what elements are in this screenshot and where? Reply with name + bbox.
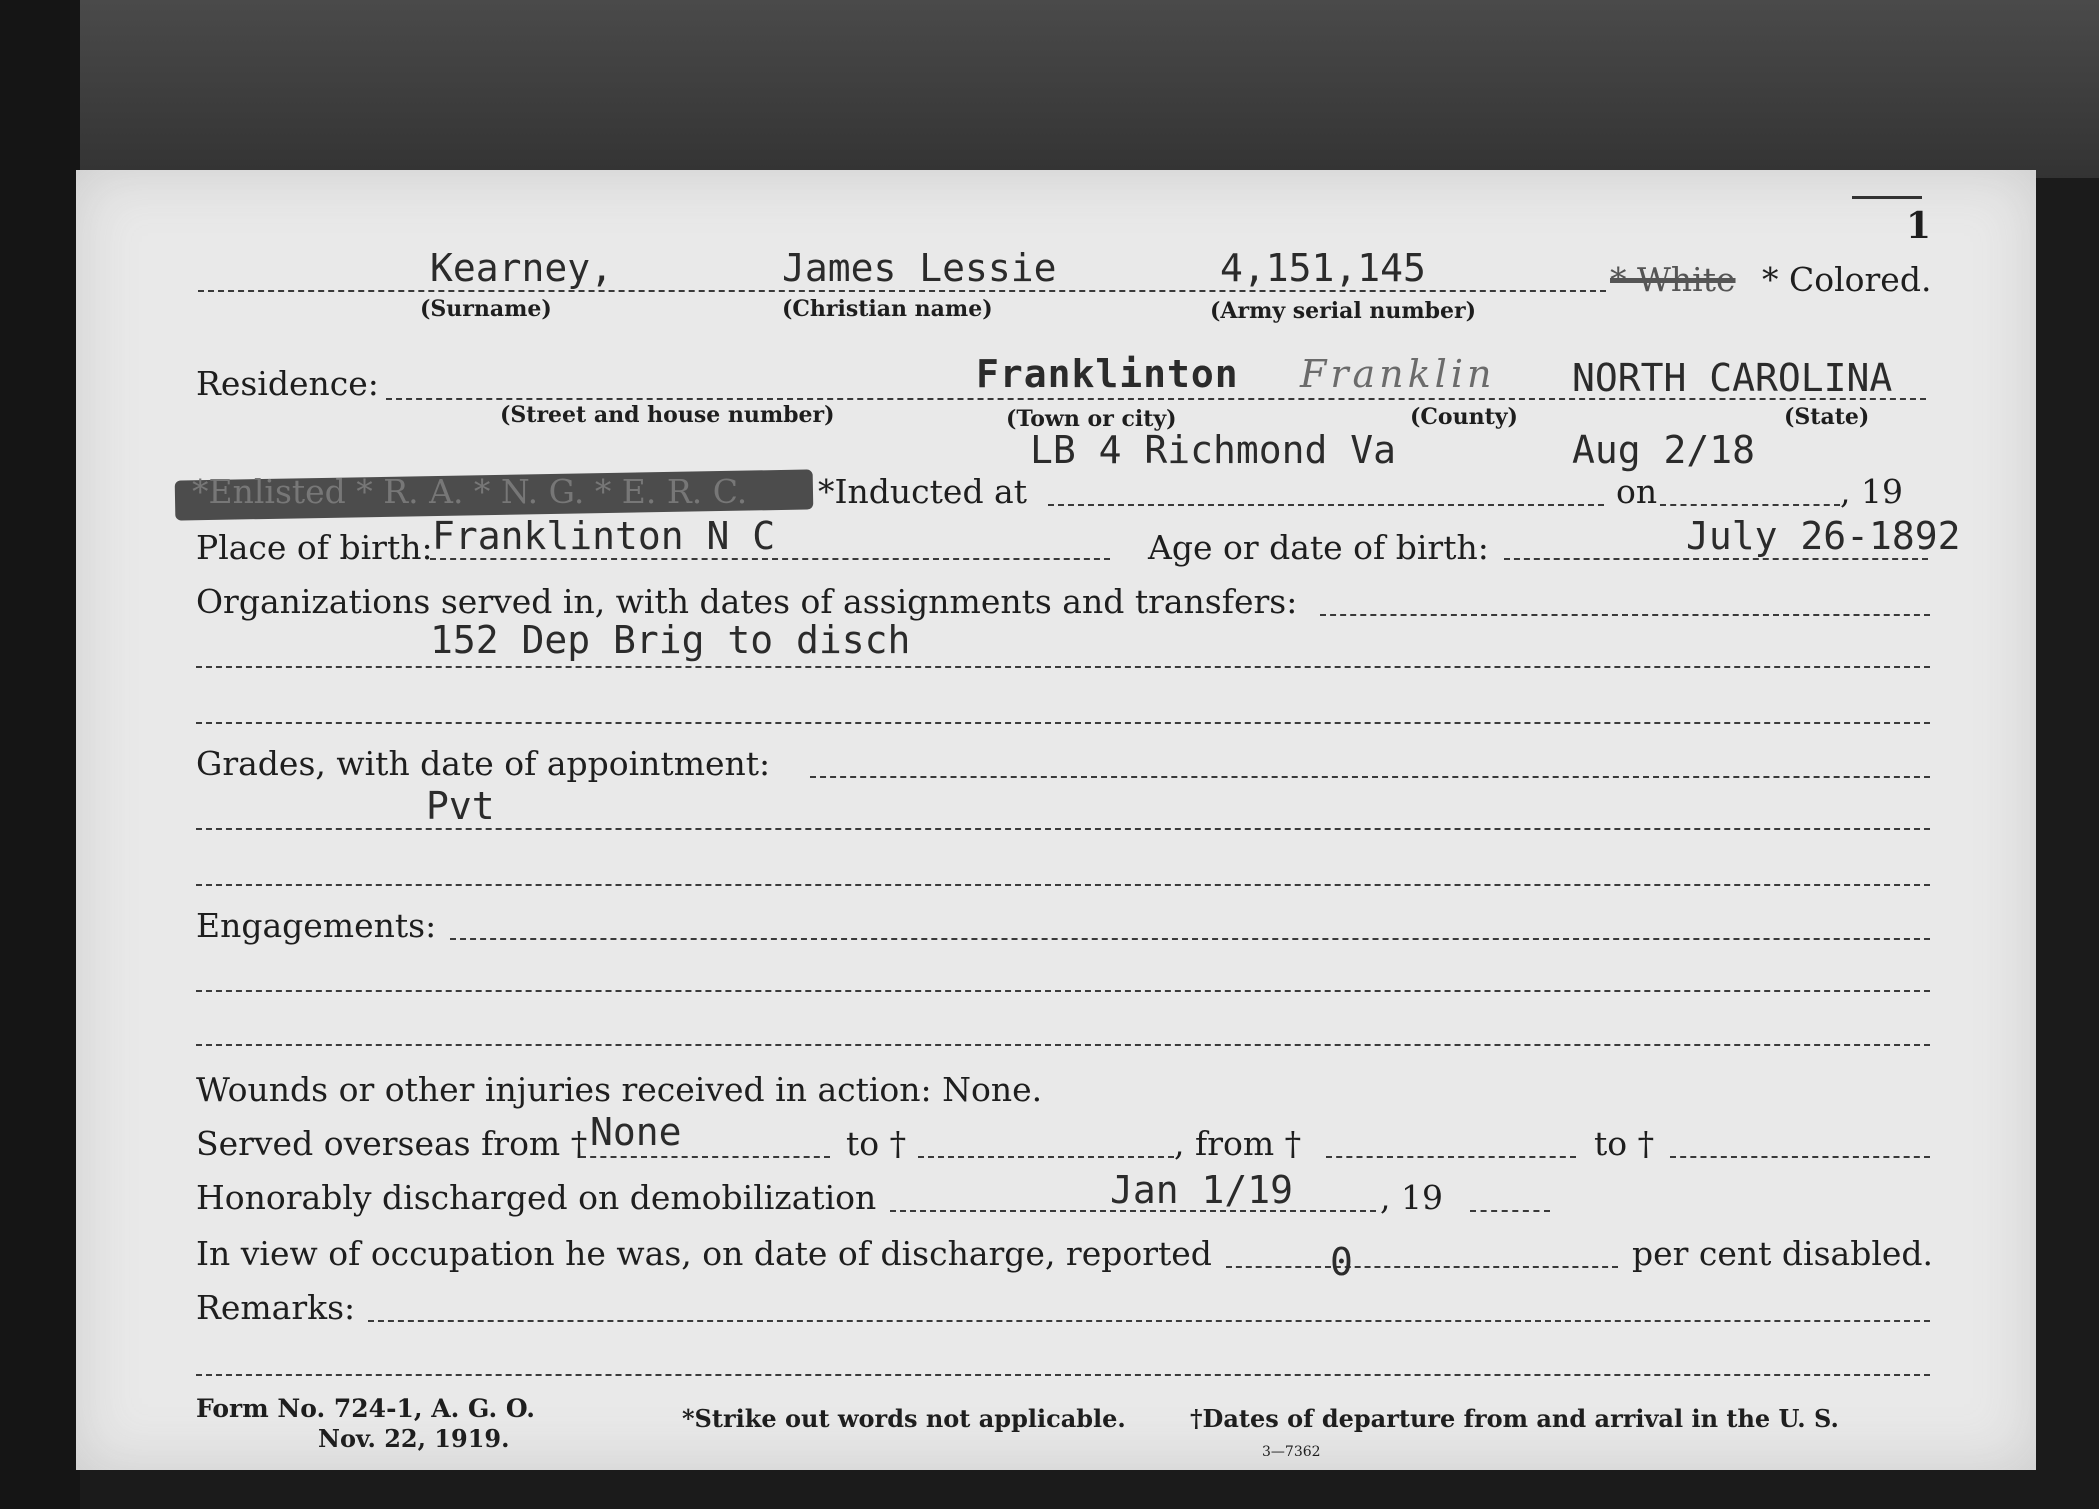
inducted-label: *Inducted at — [818, 472, 1027, 511]
birth-date-label: Age or date of birth: — [1148, 528, 1489, 567]
residence-county-value: Franklin — [1300, 352, 1496, 396]
engagements-line-3 — [196, 1044, 1930, 1046]
overseas-to-label-2: to † — [1594, 1124, 1655, 1163]
grades-line-3 — [196, 884, 1930, 886]
disability-line — [1226, 1266, 1618, 1268]
enlisted-options: *Enlisted * R. A. * N. G. * E. R. C. — [192, 472, 748, 511]
grades-label: Grades, with date of appointment: — [196, 744, 771, 783]
street-caption: (Street and house number) — [500, 402, 835, 428]
inducted-line — [1048, 504, 1604, 506]
grades-line-1 — [810, 776, 1930, 778]
serial-number-value: 4,151,145 — [1220, 246, 1426, 290]
overseas-from-label: , from † — [1174, 1124, 1302, 1163]
birth-date-line — [1504, 558, 1928, 560]
disability-label: In view of occupation he was, on date of discharge, reported — [196, 1234, 1212, 1273]
christian-name-caption: (Christian name) — [782, 296, 993, 322]
town-caption: (Town or city) — [1006, 406, 1177, 432]
inducted-on-label: on — [1616, 472, 1658, 511]
engagements-label: Engagements: — [196, 906, 437, 945]
disability-suffix: per cent disabled. — [1632, 1234, 1934, 1273]
discharge-year: , 19 — [1380, 1178, 1443, 1217]
footnote-strike: *Strike out words not applicable. — [682, 1404, 1126, 1433]
overseas-line-3 — [1326, 1156, 1576, 1158]
wounds-label: Wounds or other injuries received in action: None. — [196, 1070, 1043, 1109]
engagements-line-2 — [196, 990, 1930, 992]
inducted-date-line — [1660, 504, 1840, 506]
remarks-line-1 — [368, 1320, 1930, 1322]
organizations-line-3 — [196, 722, 1930, 724]
organizations-line-1 — [1320, 614, 1930, 616]
organizations-line-2 — [196, 666, 1930, 668]
background-left — [0, 0, 80, 1509]
birth-place-line — [430, 558, 1110, 560]
race-white-option: * White — [1610, 260, 1736, 299]
grades-value: Pvt — [426, 784, 495, 828]
discharge-year-line — [1470, 1210, 1550, 1212]
christian-name-value: James Lessie — [782, 246, 1057, 290]
overseas-to-label-1: to † — [846, 1124, 907, 1163]
serial-number-caption: (Army serial number) — [1210, 298, 1477, 324]
background-top — [0, 0, 2099, 178]
state-caption: (State) — [1784, 404, 1870, 430]
race-colored-option: * Colored. — [1762, 260, 1932, 299]
birth-place-value: Franklinton N C — [432, 514, 776, 558]
overseas-line-2 — [918, 1156, 1174, 1158]
remarks-line-2 — [196, 1374, 1930, 1376]
form-date: Nov. 22, 1919. — [318, 1424, 510, 1453]
grades-line-2 — [196, 828, 1930, 830]
print-code: 3—7362 — [1262, 1444, 1321, 1460]
surname-value: Kearney, — [430, 246, 614, 290]
card-number: 1 — [1906, 205, 1932, 247]
footnote-dates: †Dates of departure from and arrival in the U. S. — [1190, 1404, 1839, 1433]
residence-town-value: Franklinton — [976, 352, 1239, 396]
residence-label: Residence: — [196, 364, 379, 403]
corner-rule — [1852, 196, 1922, 199]
disability-value: 0 — [1330, 1240, 1353, 1284]
remarks-label: Remarks: — [196, 1288, 356, 1327]
organizations-value: 152 Dep Brig to disch — [430, 618, 911, 662]
county-caption: (County) — [1410, 404, 1518, 430]
birth-date-value: July 26-1892 — [1686, 514, 1961, 558]
name-line — [198, 290, 1606, 292]
engagements-line-1 — [450, 938, 1930, 940]
overseas-line-4 — [1670, 1156, 1930, 1158]
discharge-label: Honorably discharged on demobilization — [196, 1178, 877, 1217]
surname-caption: (Surname) — [420, 296, 552, 322]
birth-place-label: Place of birth: — [196, 528, 433, 567]
overseas-label: Served overseas from † — [196, 1124, 588, 1163]
inducted-year: , 19 — [1840, 472, 1903, 511]
discharge-date-value: Jan 1/19 — [1110, 1168, 1294, 1212]
inducted-place-value: LB 4 Richmond Va — [1030, 428, 1397, 472]
organizations-label: Organizations served in, with dates of assignments and transfers: — [196, 582, 1298, 621]
overseas-value: None — [590, 1110, 682, 1154]
residence-state-value: NORTH CAROLINA — [1572, 356, 1893, 400]
inducted-date-value: Aug 2/18 — [1572, 428, 1756, 472]
form-number: Form No. 724-1, A. G. O. — [196, 1394, 535, 1423]
overseas-line-1 — [580, 1156, 830, 1158]
